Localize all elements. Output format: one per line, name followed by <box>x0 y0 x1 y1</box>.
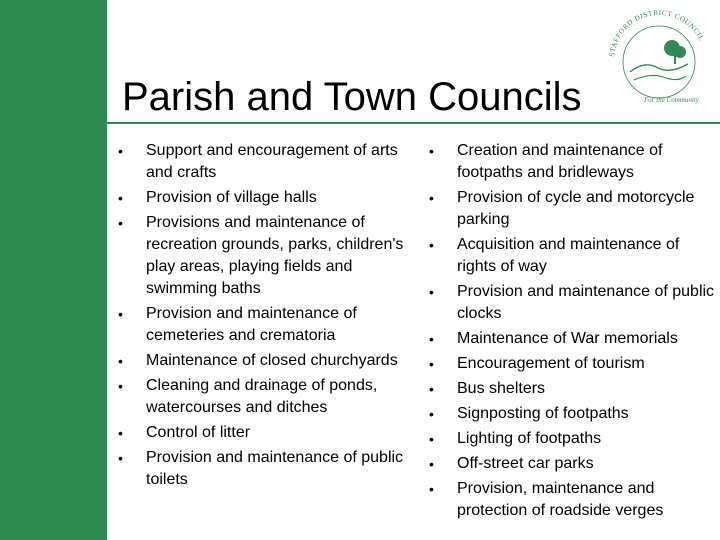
bullet-item <box>118 350 418 372</box>
bullet-item <box>429 140 720 184</box>
logo-river <box>634 75 686 80</box>
bullet-text: Bus shelters <box>457 380 546 397</box>
bullet-item <box>429 353 720 375</box>
bullet-text: Lighting of footpaths <box>457 430 602 447</box>
bullet-item <box>429 234 720 278</box>
bullet-item <box>429 453 720 475</box>
bullet-item <box>118 140 418 184</box>
bullet-text: Encouragement of tourism <box>457 355 645 372</box>
bullet-icon: • <box>429 431 434 447</box>
bullet-text: Provision of village halls <box>146 189 317 206</box>
bullet-text: Support and encouragement of arts and crafts <box>146 142 398 181</box>
logo-hills <box>630 64 688 72</box>
logo-tree-trunk <box>674 54 676 64</box>
bullet-icon: • <box>429 237 434 253</box>
bullet-text: Off-street car parks <box>457 455 594 472</box>
bullet-text: Provision of cycle and motorcycle parking <box>457 189 695 228</box>
logo-motto: For the Community <box>644 96 699 104</box>
bullet-icon: • <box>118 190 123 206</box>
left-bullet-list <box>118 140 418 494</box>
bullet-item <box>429 187 720 231</box>
bullet-icon: • <box>118 215 123 231</box>
logo-ring <box>623 26 695 98</box>
bullet-item <box>429 378 720 400</box>
bullet-icon: • <box>429 456 434 472</box>
bullet-icon: • <box>429 190 434 206</box>
bullet-text: Provision, maintenance and protection of roadside verges <box>457 480 664 519</box>
bullet-icon: • <box>429 481 434 497</box>
title-divider <box>107 122 720 124</box>
bullet-item <box>429 403 720 425</box>
council-logo-icon <box>600 2 718 110</box>
svg-text:STAFFORD DISTRICT COUNCIL <box>608 9 705 57</box>
bullet-icon: • <box>118 378 123 394</box>
bullet-icon: • <box>118 450 123 466</box>
bullet-text: Cleaning and drainage of ponds, watercourses and ditches <box>146 377 378 416</box>
bullet-icon: • <box>429 406 434 422</box>
bullet-text: Acquisition and maintenance of rights of way <box>457 236 680 275</box>
bullet-icon: • <box>429 331 434 347</box>
side-band <box>0 0 107 540</box>
bullet-text: Signposting of footpaths <box>457 405 629 422</box>
bullet-icon: • <box>118 306 123 322</box>
bullet-item <box>429 328 720 350</box>
bullet-icon: • <box>429 143 434 159</box>
bullet-text: Maintenance of closed churchyards <box>146 352 398 369</box>
bullet-text: Creation and maintenance of footpaths and bridleways <box>457 142 663 181</box>
bullet-text: Provision and maintenance of cemeteries and crematoria <box>146 305 357 344</box>
bullet-text: Provisions and maintenance of recreation grounds, parks, children's play areas, playing fields and swimming baths <box>146 214 404 297</box>
bullet-text: Provision and maintenance of public clocks <box>457 283 715 322</box>
bullet-text: Provision and maintenance of public toilets <box>146 449 404 488</box>
bullet-icon: • <box>429 356 434 372</box>
bullet-text: Control of litter <box>146 424 251 441</box>
slide-title: Parish and Town Councils <box>122 75 582 119</box>
bullet-item <box>118 187 418 209</box>
bullet-icon: • <box>118 143 123 159</box>
right-bullet-list <box>429 140 720 525</box>
bullet-icon: • <box>118 353 123 369</box>
bullet-item <box>118 422 418 444</box>
bullet-icon: • <box>118 425 123 441</box>
bullet-text: Maintenance of War memorials <box>457 330 678 347</box>
bullet-item <box>118 375 418 419</box>
bullet-item <box>118 303 418 347</box>
logo-arc-text: STAFFORD DISTRICT COUNCIL <box>608 8 706 58</box>
bullet-item <box>429 478 720 522</box>
bullet-item <box>118 447 418 491</box>
bullet-icon: • <box>429 381 434 397</box>
bullet-item <box>118 212 418 300</box>
bullet-item <box>429 428 720 450</box>
bullet-item <box>429 281 720 325</box>
bullet-icon: • <box>429 284 434 300</box>
